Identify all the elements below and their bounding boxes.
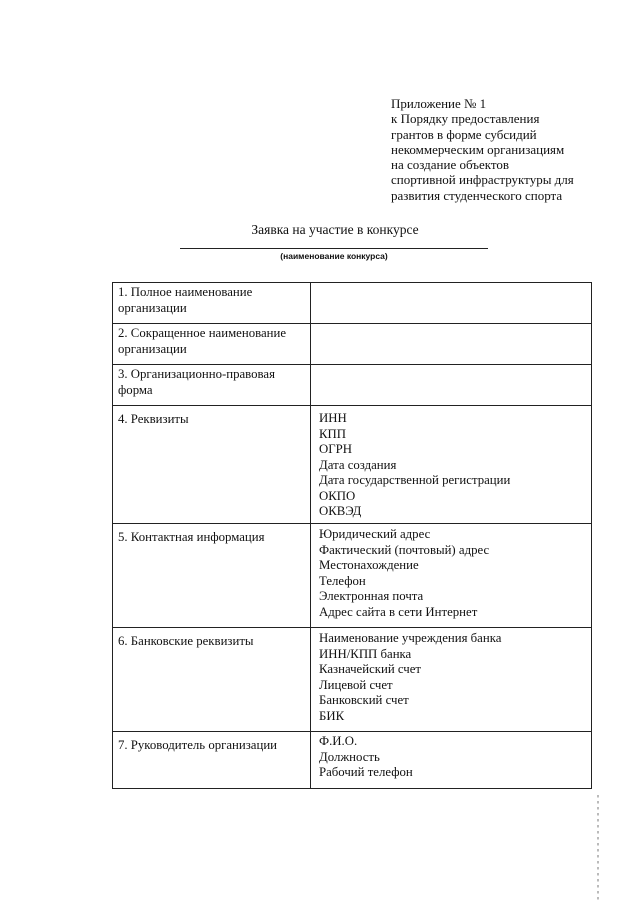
scan-edge-artifact <box>597 795 599 900</box>
field-label: КПП <box>319 426 347 441</box>
field-label: Фактический (почтовый) адрес <box>319 542 490 557</box>
row-value-cell <box>311 365 592 406</box>
field-label: ИНН/КПП банка <box>319 646 412 661</box>
field-label: Банковский счет <box>319 693 409 707</box>
row-label: 5. Контактная информация <box>113 524 311 628</box>
row-value-cell <box>311 324 592 365</box>
field-label: Адрес сайта в сети Интернет <box>319 604 478 619</box>
row-label: 3. Организационно-правовая форма <box>113 365 311 406</box>
field-label: ОГРН <box>319 442 352 456</box>
row-value-cell <box>311 628 592 732</box>
row-value-cell <box>311 732 592 789</box>
row-value-cell <box>311 524 592 628</box>
field-label: Местонахождение <box>319 558 419 572</box>
contest-name-caption: (наименование конкурса) <box>280 251 388 261</box>
row-label: 1. Полное наименование организации <box>113 283 311 324</box>
form-title: Заявка на участие в конкурсе <box>251 222 419 237</box>
table-row <box>113 324 592 365</box>
field-label: БИК <box>319 708 345 723</box>
row-label: 2. Сокращенное наименование организации <box>113 324 311 365</box>
row-value-cell <box>311 406 592 524</box>
table-row <box>113 628 592 732</box>
table-row <box>113 732 592 789</box>
field-label: Телефон <box>319 573 366 588</box>
table-row <box>113 365 592 406</box>
application-table <box>112 282 592 789</box>
field-label: Дата государственной регистрации <box>319 473 511 487</box>
field-label: Ф.И.О. <box>319 734 358 748</box>
table-row <box>113 283 592 324</box>
appendix-header: Приложение № 1 к Порядку предоставления грантов в форме субсидий некоммерческим организациям на создание объектов спортивной инфраструктуры для развития студенческого спорта <box>391 96 574 203</box>
row-label: 6. Банковские реквизиты <box>113 628 311 732</box>
field-label: ОКПО <box>319 488 356 503</box>
contest-name-line <box>180 248 488 249</box>
table-row <box>113 524 592 628</box>
field-label: ОКВЭД <box>319 504 362 518</box>
table-row <box>113 406 592 524</box>
row-label: 4. Реквизиты <box>113 406 311 524</box>
row-value-cell <box>311 283 592 324</box>
field-label: Казначейский счет <box>319 662 422 676</box>
row-label: 7. Руководитель организации <box>113 732 311 789</box>
field-label: Должность <box>319 749 380 764</box>
field-label: Юридический адрес <box>319 527 431 541</box>
field-label: Лицевой счет <box>319 677 393 692</box>
field-label: Рабочий телефон <box>319 765 413 779</box>
field-label: Электронная почта <box>319 589 424 603</box>
field-label: Дата создания <box>319 457 397 472</box>
field-label: ИНН <box>319 411 347 425</box>
field-label: Наименование учреждения банка <box>319 631 502 645</box>
